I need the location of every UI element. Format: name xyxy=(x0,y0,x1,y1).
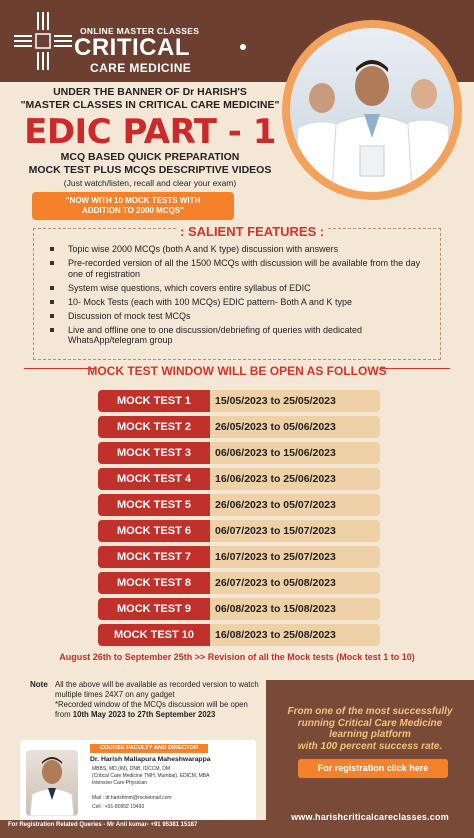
promo-text xyxy=(266,706,474,752)
mock-label: MOCK TEST 6 xyxy=(98,520,210,542)
doctors-photo xyxy=(290,28,454,192)
feature-item: 10- Mock Tests (each with 100 MCQs) EDIC pattern- Both A and K type xyxy=(50,297,430,308)
intro-sub-1: MCQ BASED QUICK PREPARATION xyxy=(60,151,240,163)
mock-label: MOCK TEST 1 xyxy=(98,390,210,412)
mock-dates: 16/06/2023 to 25/06/2023 xyxy=(210,468,380,490)
mock-dates: 06/07/2023 to 15/07/2023 xyxy=(210,520,380,542)
feature-item: Pre-recorded version of all the 1500 MCQs with discussion will be available from the day one of registration xyxy=(50,258,430,279)
mock-dates: 16/08/2023 to 25/08/2023 xyxy=(210,624,380,646)
highlight-box xyxy=(32,192,234,220)
faculty-line: MBBS, MD (IM), DNB, IDCCM, DM xyxy=(92,766,171,772)
faculty-phone: Cell : +91-80952 19493 xyxy=(92,804,145,810)
faculty-line: (Critical Care Medicine TMH, Mumbai), EDICM, MBA xyxy=(92,773,210,779)
mock-label: MOCK TEST 2 xyxy=(98,416,210,438)
mock-heading: MOCK TEST WINDOW WILL BE OPEN AS FOLLOWS xyxy=(87,364,387,378)
intro-line-1: UNDER THE BANNER OF Dr HARISH'S xyxy=(53,86,247,98)
feature-item: Live and offline one to one discussion/debriefing of queries with dedicated WhatsApp/telegram group xyxy=(50,325,430,346)
mock-label: MOCK TEST 5 xyxy=(98,494,210,516)
mock-label: MOCK TEST 9 xyxy=(98,598,210,620)
mock-label: MOCK TEST 7 xyxy=(98,546,210,568)
mock-label: MOCK TEST 4 xyxy=(98,468,210,490)
promo-line-1: From one of the most successfully xyxy=(287,706,453,717)
intro-sub-2: MOCK TEST PLUS MCQS DESCRIPTIVE VIDEOS xyxy=(28,164,272,176)
feature-item: Discussion of mock test MCQs xyxy=(50,311,430,322)
mock-row xyxy=(98,624,380,646)
mock-label: MOCK TEST 3 xyxy=(98,442,210,464)
mock-dates: 15/05/2023 to 25/05/2023 xyxy=(210,390,380,412)
mock-row xyxy=(98,546,380,568)
mock-row xyxy=(98,442,380,464)
website-link[interactable]: www.harishcriticalcareclasses.com xyxy=(291,812,449,822)
mock-dates: 16/07/2023 to 25/07/2023 xyxy=(210,546,380,568)
features-list xyxy=(50,244,430,349)
mock-row xyxy=(98,468,380,490)
note-text-1: All the above will be available as recorded version to watch multiple times 24X7 on any gadget xyxy=(55,680,259,699)
note-dates: 10th May 2023 to 27th September 2023 xyxy=(72,710,216,719)
mock-row xyxy=(98,520,380,542)
faculty-name: Dr. Harish Mallapura Maheshwarappa xyxy=(90,756,211,763)
faculty-email: Mail : dr.harishmm@rocketmail.com xyxy=(92,795,172,801)
feature-item: System wise questions, which covers entire syllabus of EDIC xyxy=(50,283,430,294)
note-label: Note xyxy=(30,680,48,689)
revision-line: August 26th to September 25th >> Revision of all the Mock tests (Mock test 1 to 10) xyxy=(59,652,415,662)
mock-dates: 26/07/2023 to 05/08/2023 xyxy=(210,572,380,594)
intro-line-2: "MASTER CLASSES IN CRITICAL CARE MEDICINE" xyxy=(20,99,280,111)
mock-row xyxy=(98,598,380,620)
registration-button[interactable]: For registration click here xyxy=(298,759,448,778)
page-title: EDIC PART - 1 xyxy=(24,112,276,152)
cross-logo-icon xyxy=(12,10,74,72)
brand-small: ONLINE MASTER CLASSES xyxy=(80,26,200,36)
highlight-line-2: ADDITION TO 2000 MCQS" xyxy=(82,206,184,215)
features-title: : SALIENT FEATURES : xyxy=(176,224,328,239)
faculty-photo xyxy=(26,750,78,816)
highlight-line-1: "NOW WITH 10 MOCK TESTS WITH xyxy=(65,196,201,205)
mock-dates: 06/08/2023 to 15/08/2023 xyxy=(210,598,380,620)
footer-registration: For Registration Related Queries - Mr Anil kumar- +91 95381 15187 xyxy=(8,822,198,828)
faculty-line: Intensive Care Physician xyxy=(92,780,148,786)
mock-row xyxy=(98,416,380,438)
faculty-heading: COURSE FACULTY AND DIRECTOR xyxy=(90,744,208,753)
mock-dates: 06/06/2023 to 15/06/2023 xyxy=(210,442,380,464)
brand-subtitle: CARE MEDICINE xyxy=(90,61,192,75)
mock-row xyxy=(98,390,380,412)
promo-line-4: with 100 percent success rate. xyxy=(297,740,443,752)
promo-line-2: running Critical Care Medicine xyxy=(297,717,443,729)
mock-label: MOCK TEST 10 xyxy=(98,624,210,646)
mock-label: MOCK TEST 8 xyxy=(98,572,210,594)
note-text-2: *Recorded window of the MCQs discussion will be open from xyxy=(55,700,248,719)
promo-line-3: learning platform xyxy=(329,729,411,740)
mock-dates: 26/05/2023 to 05/06/2023 xyxy=(210,416,380,438)
mock-row xyxy=(98,572,380,594)
feature-item: Topic wise 2000 MCQs (both A and K type) discussion with answers xyxy=(50,244,430,255)
mock-dates: 26/06/2023 to 05/07/2023 xyxy=(210,494,380,516)
mock-row xyxy=(98,494,380,516)
note-text xyxy=(55,680,265,720)
intro-note: (Just watch/listen, recall and clear your exam) xyxy=(63,178,237,188)
brand-dot xyxy=(240,44,246,50)
brand-title: CRITICAL xyxy=(74,34,190,61)
